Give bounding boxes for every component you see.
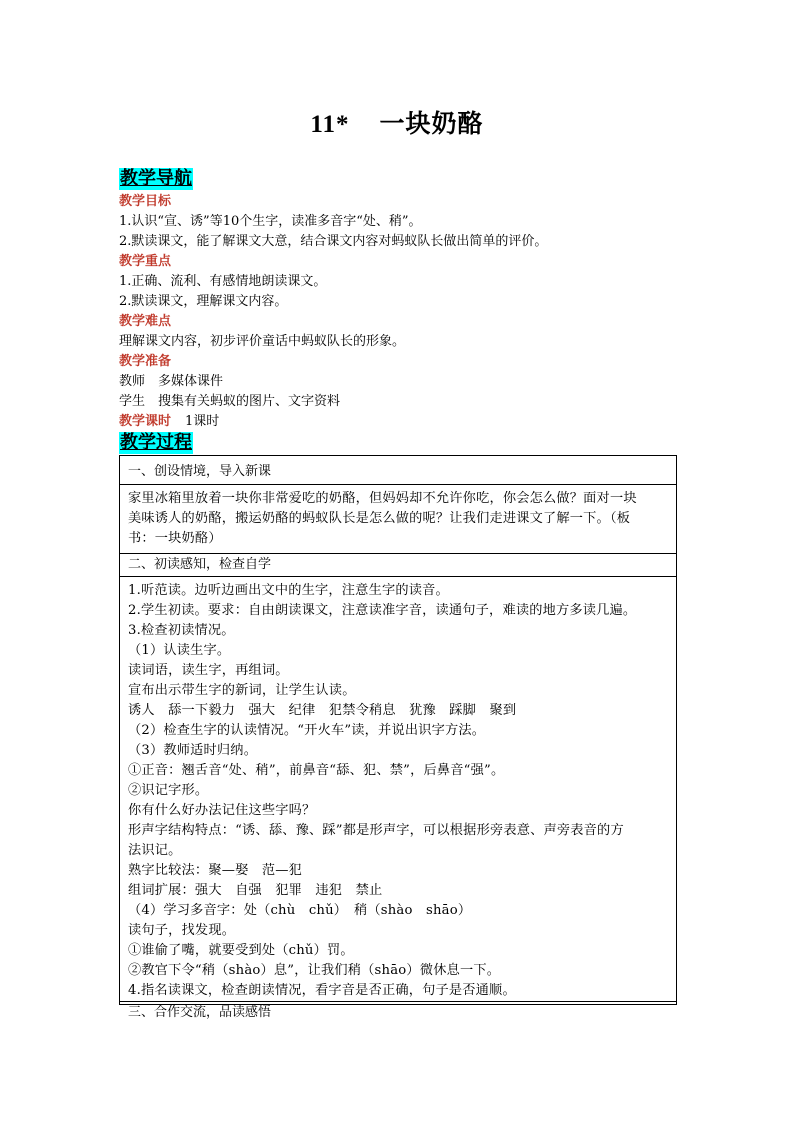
hours-row — [119, 412, 679, 432]
hours-label: 教学课时 — [119, 414, 172, 429]
preparation-label: 教学准备 — [119, 354, 172, 369]
process-heading: 教学过程 — [120, 432, 192, 453]
hours-value: 1课时 — [185, 414, 220, 429]
text-line: 美味诱人的奶酪，搬运奶酪的蚂蚁队长是怎么做的呢？让我们走进课文了解一下。（板 — [128, 511, 631, 526]
preparation-item: 学生 搜集有关蚂蚁的图片、文字资料 — [119, 394, 341, 409]
text-line: （3）教师适时归纳。 — [128, 743, 258, 758]
preparation-item: 教师 多媒体课件 — [119, 374, 224, 389]
lesson-title: 一块奶酪 — [379, 109, 484, 138]
text-line: ②识记字形。 — [128, 783, 209, 798]
text-line: 读词语，读生字，再组词。 — [128, 663, 289, 678]
process-table — [119, 455, 677, 1020]
text-line: 1.听范读。边听边画出文中的生字，注意生字的读音。 — [128, 583, 449, 598]
text-line: ②教官下令“稍（shào）息”，让我们稍（shāo）微休息一下。 — [128, 963, 501, 978]
text-line: 诱人 舔一下毅力 强大 纪律 犯禁令稍息 犹豫 踩脚 聚到 — [128, 703, 517, 718]
key-points-label: 教学重点 — [119, 254, 172, 269]
objectives-label: 教学目标 — [119, 194, 172, 209]
text-line: 形声字结构特点：“诱、舔、豫、踩”都是形声字，可以根据形旁表意、声旁表音的方 — [128, 823, 624, 838]
text-line: 书：一块奶酪） — [128, 531, 222, 546]
step3-title: 三、合作交流，品读感悟 — [120, 1001, 676, 1024]
text-line: 读句子，找发现。 — [128, 923, 236, 938]
objective-item: 1.认识“宣、诱”等10个生字，读准多音字“处、稍”。 — [119, 214, 422, 229]
step1-paragraph — [128, 489, 669, 549]
nav-heading: 教学导航 — [120, 168, 192, 189]
step1-title: 一、创设情境，导入新课 — [120, 460, 676, 485]
difficulties-label: 教学难点 — [119, 314, 172, 329]
text-line: 你有什么好办法记住这些字吗？ — [128, 803, 316, 818]
key-point-item: 2.默读课文，理解课文内容。 — [119, 294, 288, 309]
key-point-item: 1.正确、流利、有感情地朗读课文。 — [119, 274, 327, 289]
teaching-navigation — [119, 192, 679, 432]
text-line: 组词扩展：强大 自强 犯罪 违犯 禁止 — [128, 883, 383, 898]
difficulty-item: 理解课文内容，初步评价童话中蚂蚁队长的形象。 — [119, 334, 406, 349]
step2-title: 二、初读感知，检查自学 — [120, 553, 676, 577]
objective-item: 2.默读课文，能了解课文大意，结合课文内容对蚂蚁队长做出简单的评价。 — [119, 234, 548, 249]
text-line: （2）检查生字的认读情况。“开火车”读，并说出识字方法。 — [128, 723, 486, 738]
lesson-number: 11* — [310, 111, 350, 138]
text-line: 宣布出示带生字的新词，让学生认读。 — [128, 683, 356, 698]
text-line: 家里冰箱里放着一块你非常爱吃的奶酪，但妈妈却不允许你吃，你会怎么做？面对一块 — [128, 491, 637, 506]
text-line: ①谁偷了嘴，就要受到处（chǔ）罚。 — [128, 943, 354, 958]
text-line: 熟字比较法：聚—娶 范—犯 — [128, 863, 303, 878]
text-line: 法识记。 — [128, 843, 182, 858]
step2-paragraph — [128, 581, 669, 1001]
text-line: （1）认读生字。 — [128, 643, 231, 658]
text-line: ①正音：翘舌音“处、稍”，前鼻音“舔、犯、禁”，后鼻音“强”。 — [128, 763, 505, 778]
text-line: （4）学习多音字：处（chù chǔ） 稍（shào shāo） — [128, 903, 472, 918]
text-line: 3.检查初读情况。 — [128, 623, 235, 638]
page-title — [0, 104, 794, 140]
text-line: 4.指名读课文，检查朗读情况，看字音是否正确，句子是否通顺。 — [128, 983, 516, 998]
text-line: 2.学生初读。要求：自由朗读课文，注意读准字音，读通句子，难读的地方多读几遍。 — [128, 603, 637, 618]
